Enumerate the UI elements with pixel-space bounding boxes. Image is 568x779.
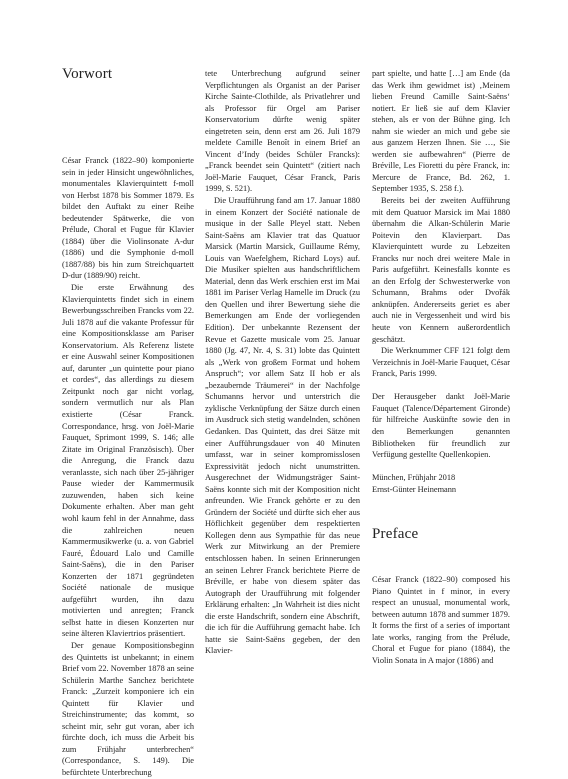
author-name: Ernst-Günter Heinemann (372, 484, 457, 494)
paragraph: tete Unterbrechung aufgrund seiner Verpflichtungen als Organist an der Pariser Kirche Sainte-Clothilde, als Privatlehrer und als Professor für Orgel am Pariser Konservatorium dürfte wenig später eingetreten sein, denn erst am 26. Juli 1879 meldete Camille Benoît in einem Brief an Vincent d’Indy (beides Schüler Francks): „Franck beendet sein Quintett“ (zitiert nach Joël-Marie Fauquet, César Franck, Paris 1999, S. 521). (205, 69, 360, 194)
text-column-2 (205, 68, 360, 728)
paragraph: César Franck (1822–90) komponierte sein in jeder Hinsicht ungewöhnliches, monumentales Klavierquintett f-moll von Herbst 1878 bis Sommer 1879. Es bildet den Auftakt zu einer Reihe bedeutender Spätwerke, die von Prélude, Choral et Fugue für Klavier (1884) über die Violinsonate A-dur (1886) und die Symphonie d-moll (1887/88) bis hin zum Streichquartett D-dur (1889/90) reicht. (62, 156, 194, 281)
paragraph: Bereits bei der zweiten Aufführung mit dem Quatuor Marsick im Mai 1880 übernahm die Alkan-Schülerin Marie Poitevin den Klavierpart. Das Klavierquintett wurde zu Lebzeiten Francks nur noch drei weitere Male in Paris aufgeführt. Keinesfalls konnte es an den Erfolg der Schwesterwerke von Schumann, Brahms oder Dvořák anknüpfen. Andererseits geriet es aber auch nie in Vergessenheit und wird bis heute von Kennern außerordentlich geschätzt. (372, 196, 510, 344)
text-column-3 (372, 68, 510, 494)
paragraph: Die Uraufführung fand am 17. Januar 1880 in einem Konzert der Société nationale de musique in der Salle Pleyel statt. Neben Saint-Saëns am Klavier trat das Quatuor Marsick (Martin Marsick, Guillaume Rémy, Louis van Waefelghem, Richard Loys) auf. Die Musiker spielten aus handschriftlichem Material, denn das Werk erschien erst im Mai 1881 im Pariser Verlag Hamelle im Druck (zu den Quellen und ihrer Bewertung siehe die Bemerkungen am Ende der vorliegenden Edition). Der unbekannte Rezensent der Revue et Gazette musicale vom 25. Januar 1880 (Jg. 47, Nr. 4, S. 31) lobte das Quintett als „Werk von großem Format und hohem Anspruch“; vor allem Satz II hob er als „bezaubernde Träumerei“ in der Nachfolge Schumanns hervor und unterstrich die zyklische Verknüpfung der Sätze durch einen im Ausdruck sich stetig wandelnden, schönen Gedanken. Das Quintett, das drei Sätze mit einer Aufführungsdauer von 40 Minuten umfasst, war in seiner kompromisslosen Expressivität jedoch nicht unumstritten. Ausgerechnet der Widmungsträger Saint-Saëns konnte sich mit der Komposition nicht anfreunden. Wie Franck gehörte er zu den Gründern der Société und dürfte sich eher aus Höflichkeit gegenüber dem respektierten Kollegen denn aus Sympathie für das neue Werk zur Mitwirkung an der Premiere entschlossen haben. In seinen Erinnerungen an seinen Lehrer Franck berichtete Pierre de Bréville, er habe von diesem später das Autograph der Uraufführung mit folgender Erklärung erhalten: „In Wahrheit ist dies nicht die erste Handschrift, sondern eine Abschrift, die ich für die Aufführung gemacht habe. Ich hatte sie Saint-Saëns gegeben, der den Klavier- (205, 196, 360, 656)
paragraph: César Franck (1822–90) composed his Piano Quintet in f minor, in every respect an unusual, monumental work, between autumn 1878 and summer 1879. It forms the first of a series of important late works, ranging from the Prélude, Choral et Fugue for piano (1884), the Violin Sonata in A major (1886) and (372, 575, 510, 665)
acknowledgement-paragraph: Der Herausgeber dankt Joël-Marie Fauquet (Talence/Département Gironde) für hilfreiche Auskünfte sowie den in den Bemerkungen genannten Bibliotheken für freundlich zur Verfügung gestellte Quellenkopien. (372, 392, 510, 460)
place-date: München, Frühjahr 2018 (372, 473, 456, 483)
paragraph: Die erste Erwähnung des Klavierquintetts findet sich in einem Bewerbungsschreiben Francks vom 22. Juli 1878 auf die vakante Professur für eine Kompositionsklasse am Pariser Konservatorium. Als Referenz listete er eine Auswahl seiner Kompositionen auf, darunter „un quintette pour piano et cordes“, das allerdings zu diesem Zeitpunkt noch gar nicht vorlag, sondern vermutlich nur als Plan existierte (César Franck. Correspondance, hrsg. von Joël-Marie Fauquet, Sprimont 1999, S. 146; alle Zitate im Original Französisch). Über die Anregung, die Franck dazu veranlasste, sich nach über 25-jähriger Pause wieder der Kammermusik zuzuwenden, haben sich keine Dokumente erhalten. Aber man geht wohl kaum fehl in der Annahme, dass die zahlreichen neuen Kammermusikwerke (u. a. von Gabriel Fauré, Édouard Lalo und Camille Saint-Saëns), die in den Pariser Konzerten der 1871 gegründeten Société nationale de musique aufgeführt wurden, ihn dazu motivierten und anregten; Franck selbst hatte in diesen Konzerten nur seine älteren Klaviertrios präsentiert. (62, 283, 194, 639)
paragraph: Der genaue Kompositionsbeginn des Quintetts ist unbekannt; in einem Brief vom 22. November 1878 an seine Schülerin Marthe Sanchez berichtete Franck: „Zurzeit komponiere ich ein Quintett für Klavier und Streichinstrumente; das kommt, so scheint mir, sehr gut voran, aber ich fürchte doch, ich muss die Arbeit bis zum Frühjahr unterbrechen“ (Correspondance, S. 149). Die befürchtete Unterbrechung (62, 640, 194, 777)
paragraph: Die Werknummer CFF 121 folgt dem Verzeichnis in Joël-Marie Fauquet, César Franck, Paris 1999. (372, 346, 510, 379)
text-column-1 (62, 155, 194, 777)
text-column-4 (372, 574, 510, 728)
section-heading-vorwort: Vorwort (62, 66, 113, 82)
section-heading-preface: Preface (372, 526, 419, 542)
paragraph: part spielte, und hatte […] am Ende (da das Werk ihm gewidmet ist) ‚Meinem lieben Freund Camille Saint-Saëns‘ notiert. Er ließ sie auf dem Klavier stehen, als er von der Bühne ging. Ich nahm sie wieder an mich und gebe sie aus ganzem Herzen Ihnen. Sie …, Sie werden sie aufbewahren“ (Pierre de Bréville, Les Fioretti du père Franck, in: Mercure de France, Bd. 262, 1. September 1935, S. 258 f.). (372, 69, 510, 194)
